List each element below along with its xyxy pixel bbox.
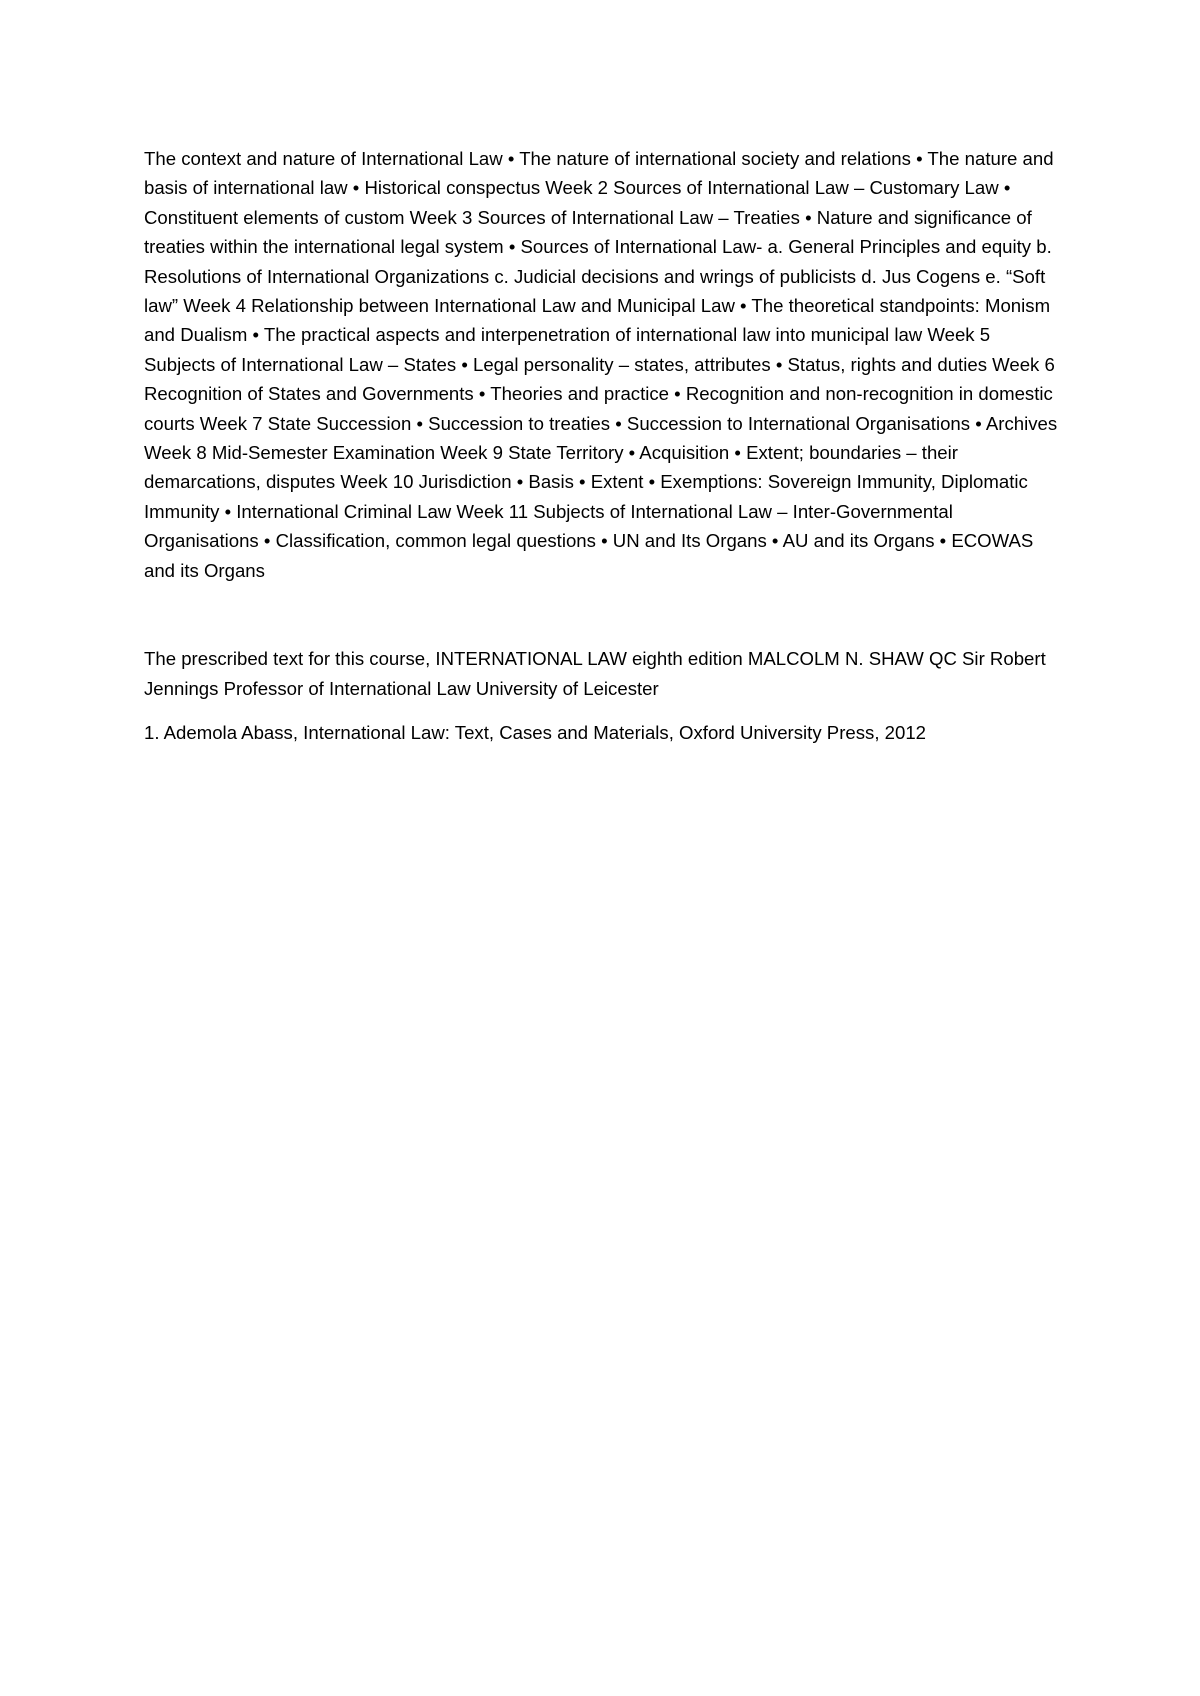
syllabus-paragraph: The context and nature of International Law • The nature of international society and relations • The nature and basis of international law • Historical conspectus Week 2 Sources of International Law – Customary Law • Constituent elements of custom Week 3 Sources of International Law – Treaties • Nature and significance of treaties within the international legal system • Sources of International Law- a. General Principles and equity b. Resolutions of International Organizations c. Judicial decisions and wrings of publicists d. Jus Cogens e. “Soft law” Week 4 Relationship between International Law and Municipal Law • The theoretical standpoints: Monism and Dualism • The practical aspects and interpenetration of international law into municipal law Week 5 Subjects of International Law – States • Legal personality – states, attributes • Status, rights and duties Week 6 Recognition of States and Governments • Theories and practice • Recognition and non-recognition in domestic courts Week 7 State Succession • Succession to treaties • Succession to International Organisations • Archives Week 8 Mid-Semester Examination Week 9 State Territory • Acquisition • Extent; boundaries – their demarcations, disputes Week 10 Jurisdiction • Basis • Extent • Exemptions: Sovereign Immunity, Diplomatic Immunity • International Criminal Law Week 11 Subjects of International Law – Inter-Governmental Organisations • Classification, common legal questions • UN and Its Organs • AU and its Organs • ECOWAS and its Organs	[144, 148, 1058, 581]
prescribed-text-paragraph: The prescribed text for this course, INTERNATIONAL LAW eighth edition MALCOLM N. SHAW QC Sir Robert Jennings Professor of International Law University of Leicester	[144, 648, 1046, 699]
document-body	[144, 144, 1064, 747]
reference-item: 1. Ademola Abass, International Law: Text, Cases and Materials, Oxford University Press, 2012	[144, 721, 927, 743]
